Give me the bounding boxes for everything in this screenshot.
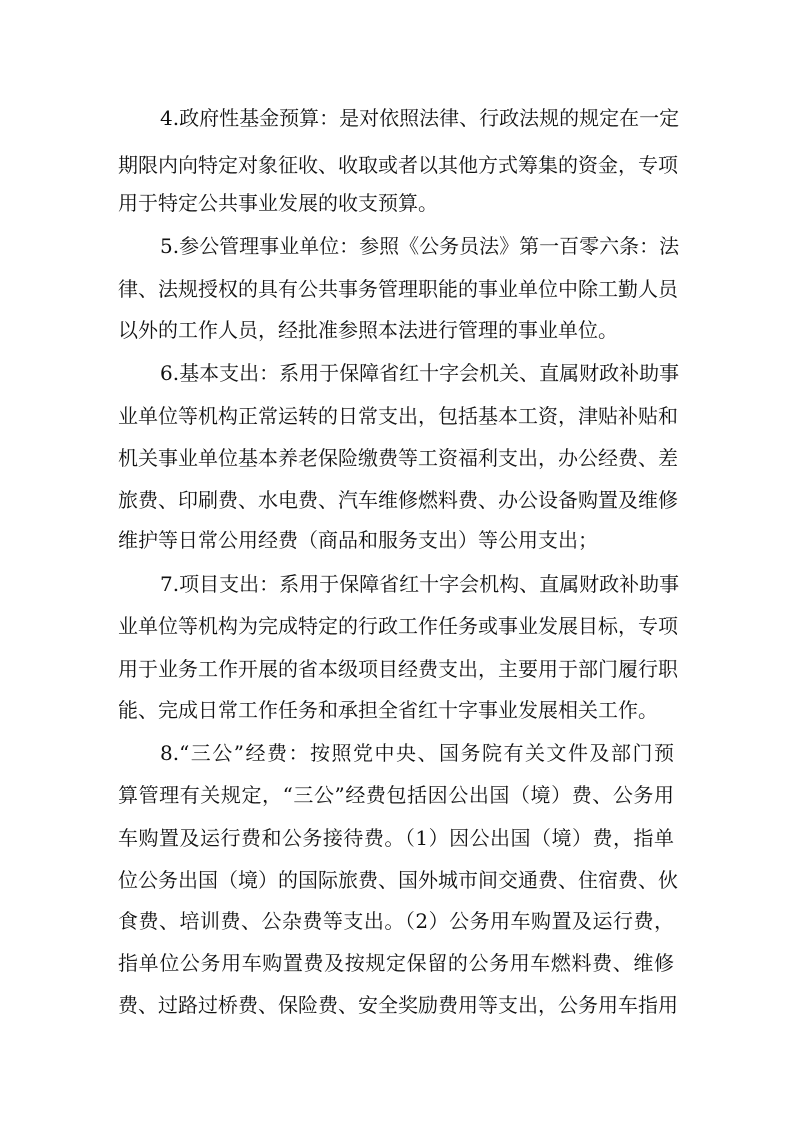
paragraph-8-line-1: 8.“三公”经费：按照党中央、国务院有关文件及部门预 (160, 741, 674, 765)
paragraph-6-line-4: 旅费、印刷费、水电费、汽车维修燃料费、办公设备购置及维修 (118, 488, 678, 512)
paragraph-7-line-1: 7.项目支出：系用于保障省红十字会机构、直属财政补助事 (160, 572, 680, 596)
paragraph-5-line-3: 以外的工作人员，经批准参照本法进行管理的事业单位。 (118, 318, 618, 342)
paragraph-7-line-4: 能、完成日常工作任务和承担全省红十字事业发展相关工作。 (118, 698, 658, 722)
paragraph-4-line-3: 用于特定公共事业发展的收支预算。 (118, 191, 438, 215)
paragraph-4-line-1: 4.政府性基金预算：是对依照法律、行政法规的规定在一定 (160, 106, 680, 130)
paragraph-6-line-1: 6.基本支出：系用于保障省红十字会机关、直属财政补助事 (160, 361, 680, 385)
paragraph-4-line-2: 期限内向特定对象征收、收取或者以其他方式筹集的资金，专项 (118, 153, 678, 177)
paragraph-6-line-3: 机关事业单位基本养老保险缴费等工资福利支出，办公经费、差 (118, 446, 678, 470)
paragraph-5-line-2: 律、法规授权的具有公共事务管理职能的事业单位中除工勤人员 (118, 277, 678, 301)
paragraph-8-line-2: 算管理有关规定，“三公”经费包括因公出国（境）费、公务用 (118, 783, 674, 807)
paragraph-6-line-2: 业单位等机构正常运转的日常支出，包括基本工资，津贴补贴和 (118, 404, 678, 428)
paragraph-7-line-2: 业单位等机构为完成特定的行政工作任务或事业发展目标，专项 (118, 614, 678, 638)
paragraph-8-line-4: 位公务出国（境）的国际旅费、国外城市间交通费、住宿费、伙 (118, 868, 678, 892)
paragraph-8-line-5: 食费、培训费、公杂费等支出。（2）公务用车购置及运行费， (118, 909, 674, 933)
paragraph-6-line-5: 维护等日常公用经费（商品和服务支出）等公用支出； (118, 528, 598, 552)
paragraph-5-line-1: 5.参公管理事业单位：参照《公务员法》第一百零六条：法 (160, 234, 680, 258)
paragraph-7-line-3: 用于业务工作开展的省本级项目经费支出，主要用于部门履行职 (118, 657, 678, 681)
paragraph-8-line-3: 车购置及运行费和公务接待费。（1）因公出国（境）费，指单 (118, 826, 674, 850)
paragraph-8-line-7: 费、过路过桥费、保险费、安全奖励费用等支出，公务用车指用 (118, 993, 678, 1017)
paragraph-8-line-6: 指单位公务用车购置费及按规定保留的公务用车燃料费、维修 (118, 951, 674, 975)
